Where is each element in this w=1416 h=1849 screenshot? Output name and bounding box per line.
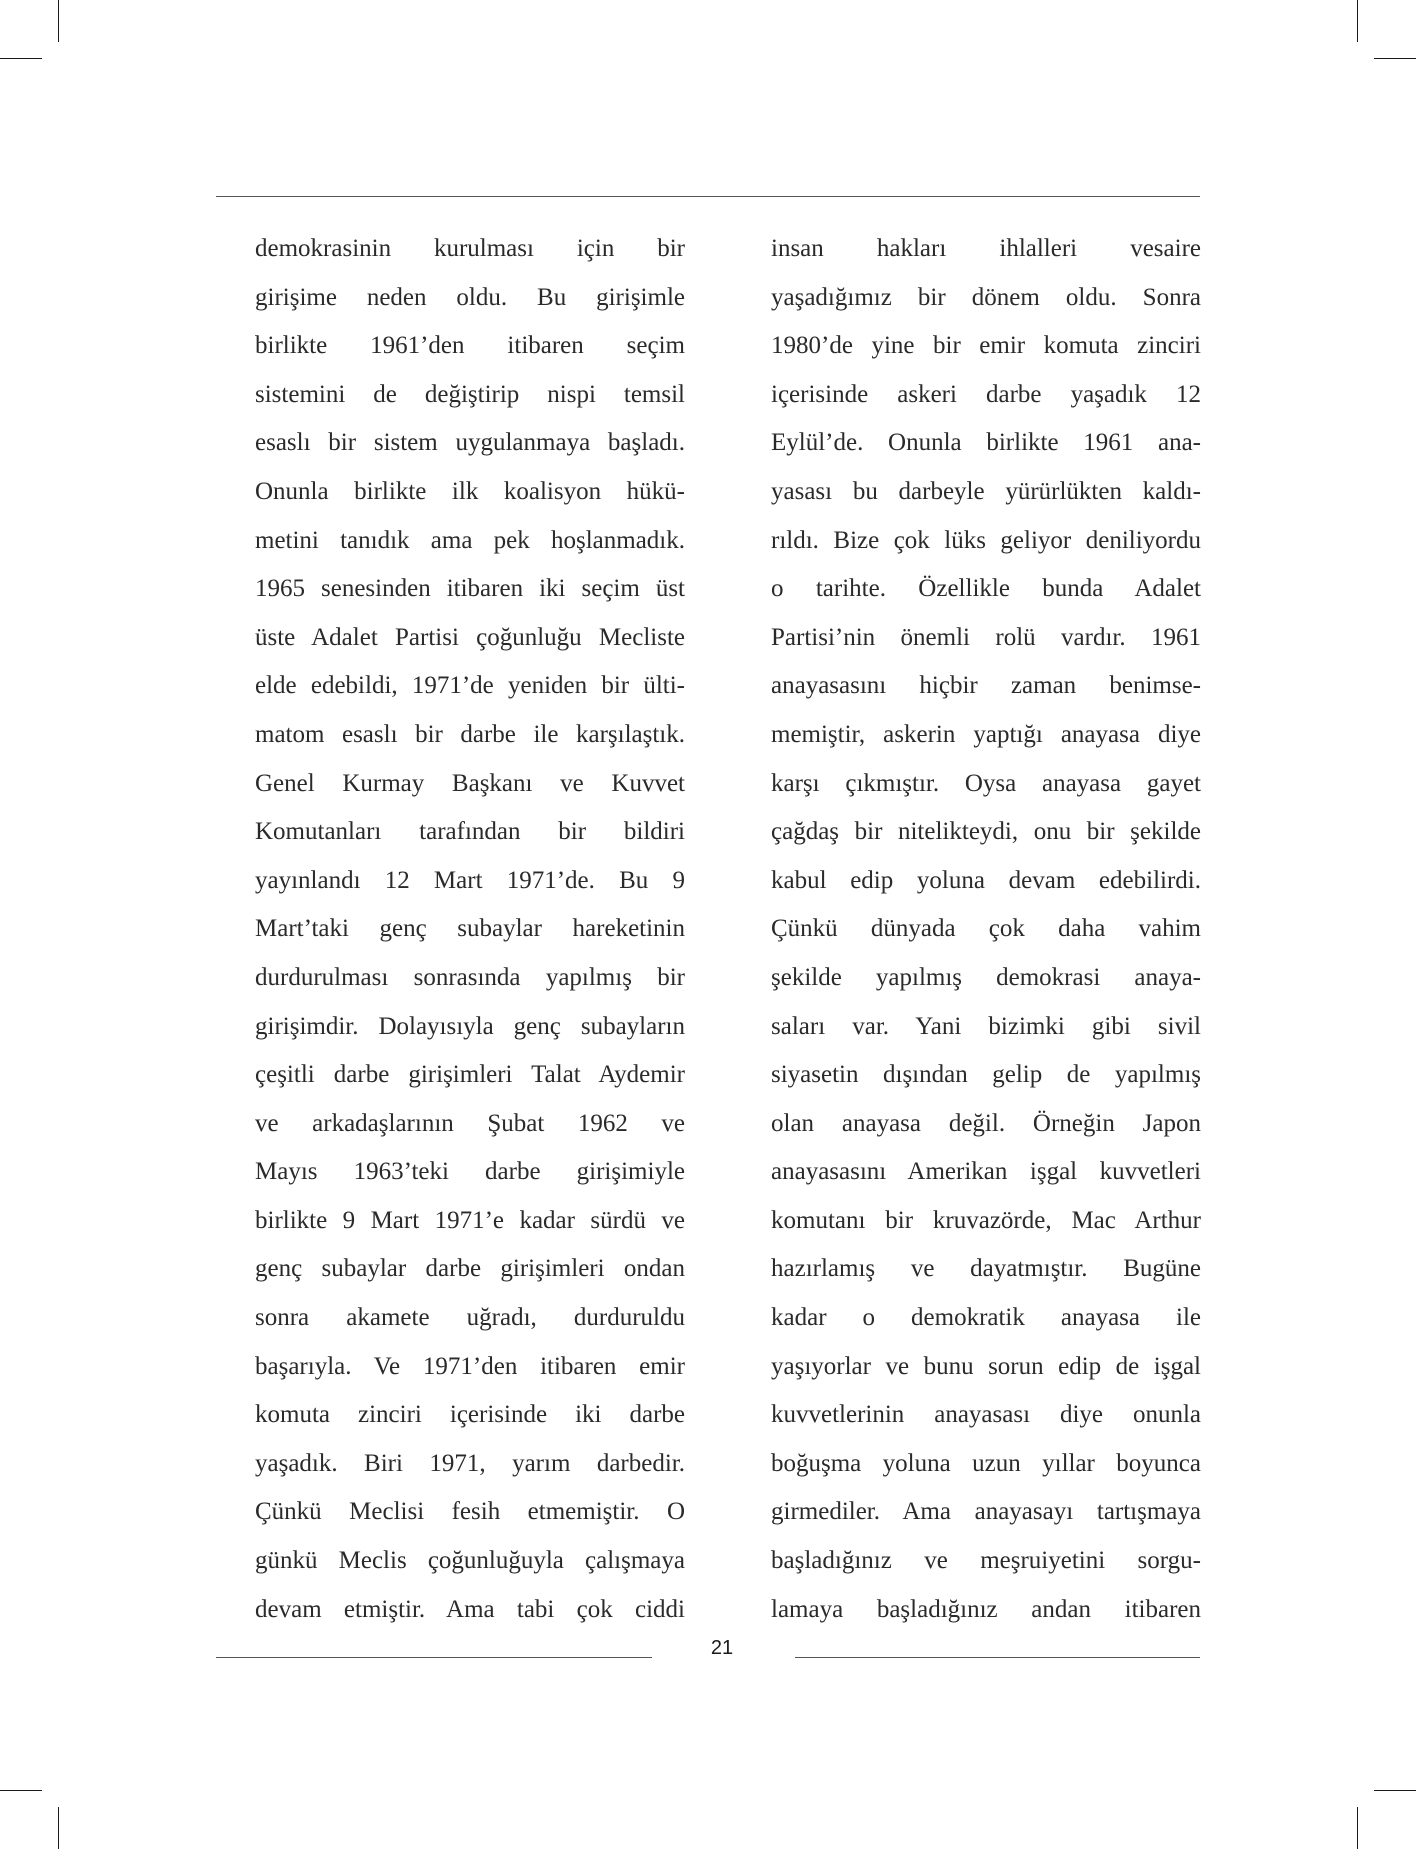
text-line: olan anayasa değil. Örneğin Japon (771, 1109, 1201, 1137)
footer-rule-left (216, 1657, 652, 1658)
text-line: girişime neden oldu. Bu girişimle (255, 283, 685, 311)
text-line: Çünkü dünyada çok daha vahim (771, 915, 1201, 943)
text-line: komuta zinciri içerisinde iki darbe (255, 1401, 685, 1429)
text-line: Onunla birlikte ilk koalisyon hükü- (255, 477, 685, 505)
text-line: sonra akamete uğradı, durduruldu (255, 1304, 685, 1332)
page-number: 21 (710, 1637, 734, 1659)
text-line: rıldı. Bize çok lüks geliyor deniliyordu (771, 526, 1201, 554)
text-line: çağdaş bir nitelikteydi, onu bir şekilde (771, 818, 1201, 846)
text-line: komutanı bir kruvazörde, Mac Arthur (771, 1206, 1201, 1234)
text-line: ve arkadaşlarının Şubat 1962 ve (255, 1109, 685, 1137)
text-line: Mart’taki genç subaylar hareketinin (255, 915, 685, 943)
text-column-left (255, 225, 685, 1634)
text-line: memiştir, askerin yaptığı anayasa diye (771, 720, 1201, 748)
text-line: kadar o demokratik anayasa ile (771, 1304, 1201, 1332)
crop-mark-top-left-horizontal (0, 58, 42, 59)
text-line: Komutanları tarafından bir bildiri (255, 818, 685, 846)
text-line: metini tanıdık ama pek hoşlanmadık. (255, 526, 685, 554)
text-line: o tarihte. Özellikle bunda Adalet (771, 575, 1201, 603)
text-line: anayasasını hiçbir zaman benimse- (771, 672, 1201, 700)
text-line: hazırlamış ve dayatmıştır. Bugüne (771, 1255, 1201, 1283)
text-line: matom esaslı bir darbe ile karşılaştık. (255, 720, 685, 748)
text-line: girmediler. Ama anayasayı tartışmaya (771, 1498, 1201, 1526)
text-line: esaslı bir sistem uygulanmaya başladı. (255, 429, 685, 457)
text-line: siyasetin dışından gelip de yapılmış (771, 1061, 1201, 1089)
text-line: elde edebildi, 1971’de yeniden bir ülti- (255, 672, 685, 700)
text-line: saları var. Yani bizimki gibi sivil (771, 1012, 1201, 1040)
text-line: başarıyla. Ve 1971’den itibaren emir (255, 1352, 685, 1380)
crop-mark-top-left-vertical (58, 0, 59, 42)
text-line: kabul edip yoluna devam edebilirdi. (771, 866, 1201, 894)
crop-mark-top-right-vertical (1357, 0, 1358, 42)
text-line: çeşitli darbe girişimleri Talat Aydemir (255, 1061, 685, 1089)
text-line: 1980’de yine bir emir komuta zinciri (771, 332, 1201, 360)
text-line: kuvvetlerinin anayasası diye onunla (771, 1401, 1201, 1429)
text-line: içerisinde askeri darbe yaşadık 12 (771, 380, 1201, 408)
text-line: anayasasını Amerikan işgal kuvvetleri (771, 1158, 1201, 1186)
text-line: başladığınız ve meşruiyetini sorgu- (771, 1547, 1201, 1575)
text-line: karşı çıkmıştır. Oysa anayasa gayet (771, 769, 1201, 797)
text-column-right (771, 225, 1201, 1634)
text-line: üste Adalet Partisi çoğunluğu Mecliste (255, 623, 685, 651)
header-rule (216, 196, 1200, 197)
text-line: yaşıyorlar ve bunu sorun edip de işgal (771, 1352, 1201, 1380)
text-line: birlikte 1961’den itibaren seçim (255, 332, 685, 360)
text-line: genç subaylar darbe girişimleri ondan (255, 1255, 685, 1283)
text-line: yayınlandı 12 Mart 1971’de. Bu 9 (255, 866, 685, 894)
text-line: Mayıs 1963’teki darbe girişimiyle (255, 1158, 685, 1186)
text-line: insan hakları ihlalleri vesaire (771, 235, 1201, 262)
text-line: Partisi’nin önemli rolü vardır. 1961 (771, 623, 1201, 651)
crop-mark-bottom-right-vertical (1357, 1807, 1358, 1849)
crop-mark-bottom-left-vertical (58, 1807, 59, 1849)
text-line: durdurulması sonrasında yapılmış bir (255, 963, 685, 991)
text-line: Çünkü Meclisi fesih etmemiştir. O (255, 1498, 685, 1526)
crop-mark-bottom-right-horizontal (1374, 1790, 1416, 1791)
text-line: yasası bu darbeyle yürürlükten kaldı- (771, 477, 1201, 505)
text-line: yaşadığımız bir dönem oldu. Sonra (771, 283, 1201, 311)
text-line: demokrasinin kurulması için bir (255, 235, 685, 262)
footer-rule-right (795, 1657, 1200, 1658)
text-line: lamaya başladığınız andan itibaren (771, 1595, 1201, 1623)
text-line: Genel Kurmay Başkanı ve Kuvvet (255, 769, 685, 797)
text-line: günkü Meclis çoğunluğuyla çalışmaya (255, 1547, 685, 1575)
text-line: sistemini de değiştirip nispi temsil (255, 380, 685, 408)
text-line: Eylül’de. Onunla birlikte 1961 ana- (771, 429, 1201, 457)
text-line: girişimdir. Dolayısıyla genç subayların (255, 1012, 685, 1040)
text-line: 1965 senesinden itibaren iki seçim üst (255, 575, 685, 603)
text-line: yaşadık. Biri 1971, yarım darbedir. (255, 1449, 685, 1477)
text-line: boğuşma yoluna uzun yıllar boyunca (771, 1449, 1201, 1477)
text-line: devam etmiştir. Ama tabi çok ciddi (255, 1595, 685, 1623)
crop-mark-top-right-horizontal (1374, 58, 1416, 59)
crop-mark-bottom-left-horizontal (0, 1790, 42, 1791)
text-line: şekilde yapılmış demokrasi anaya- (771, 963, 1201, 991)
text-line: birlikte 9 Mart 1971’e kadar sürdü ve (255, 1206, 685, 1234)
